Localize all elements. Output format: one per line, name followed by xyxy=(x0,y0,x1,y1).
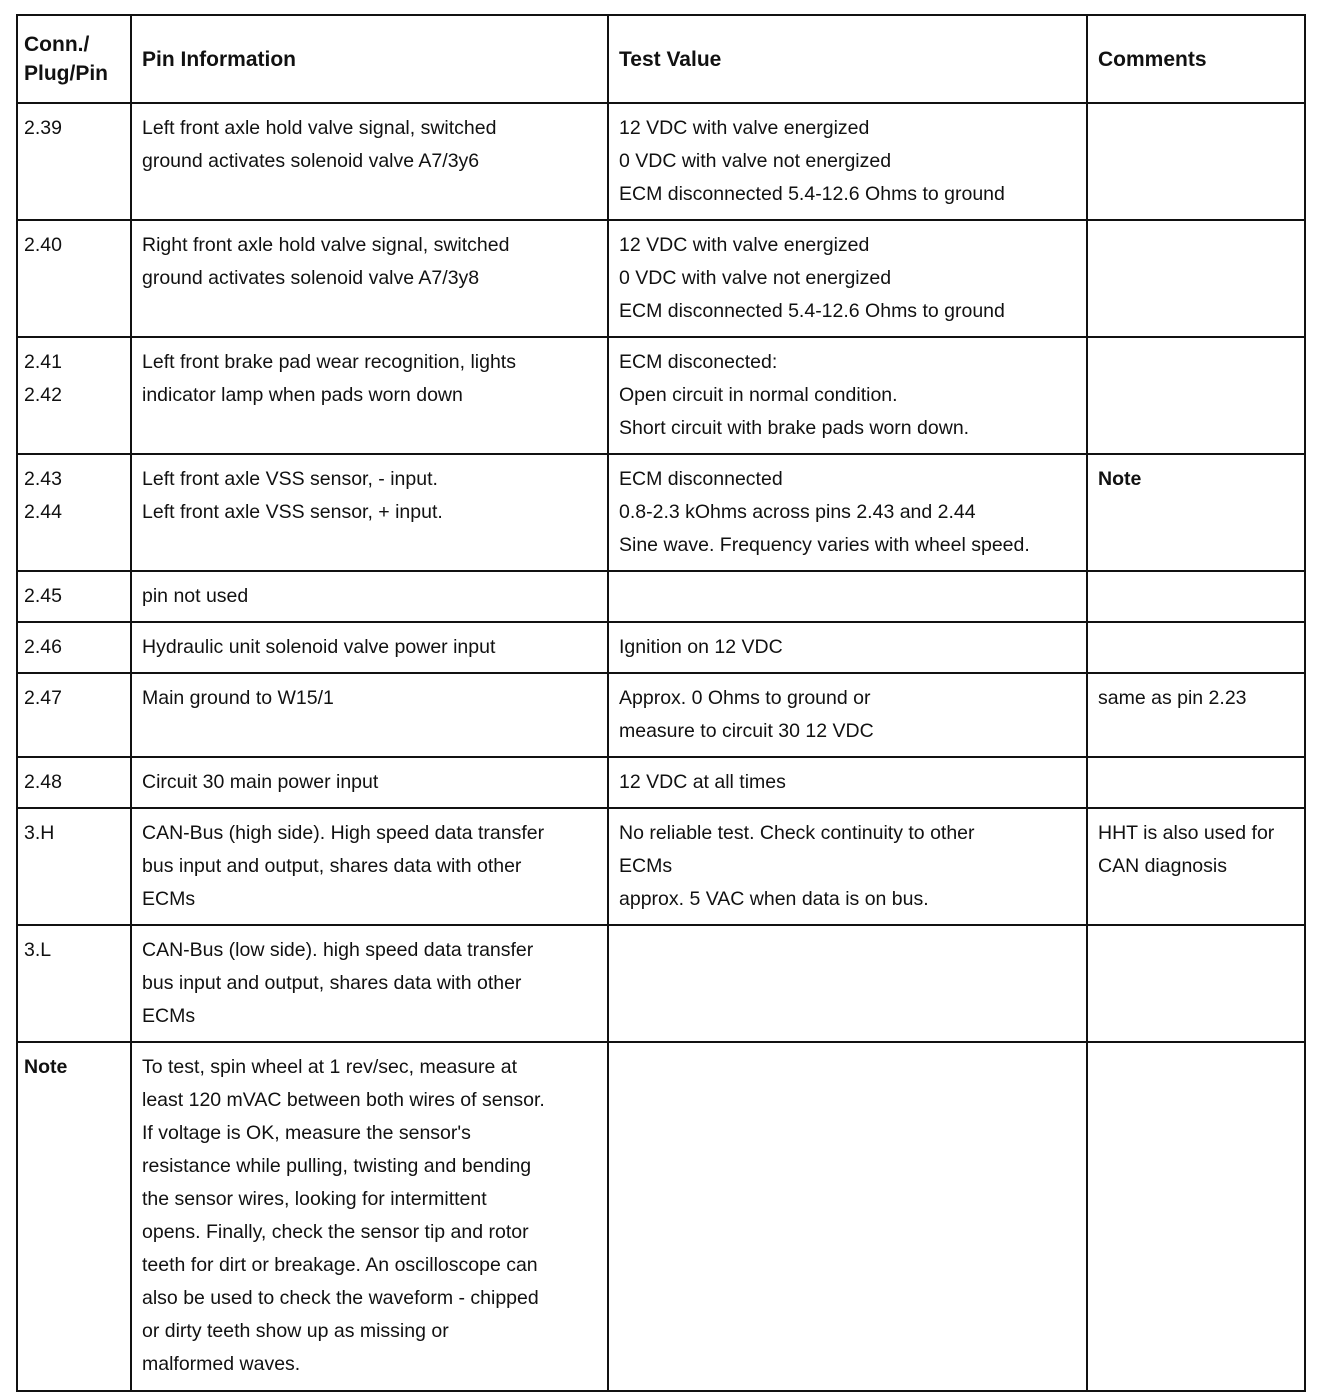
pin-info-cell-line: bus input and output, shares data with other xyxy=(142,972,522,994)
test-value-cell-line: 0 VDC with valve not energized xyxy=(619,150,892,172)
test-value-cell xyxy=(608,622,1087,673)
test-value-cell-line: Sine wave. Frequency varies with wheel speed. xyxy=(619,534,1030,556)
pin-info-cell xyxy=(131,925,608,1042)
test-value-cell-line: Ignition on 12 VDC xyxy=(619,636,783,658)
test-value-cell xyxy=(608,571,1087,622)
test-value-cell-line: measure to circuit 30 12 VDC xyxy=(619,720,874,742)
pin-info-cell xyxy=(131,622,608,673)
pin-cell-line: 2.45 xyxy=(24,585,62,607)
pin-info-cell-line: Left front axle hold valve signal, switched xyxy=(142,117,497,139)
pin-info-cell xyxy=(131,1042,608,1391)
pin-info-cell-line: ECMs xyxy=(142,1005,196,1027)
pin-info-cell-line: teeth for dirt or breakage. An oscilloscope can xyxy=(142,1254,538,1276)
pin-cell-line: 3.H xyxy=(24,822,55,844)
pin-info-cell-line: ground activates solenoid valve A7/3y8 xyxy=(142,267,480,289)
pin-info-cell-line: bus input and output, shares data with other xyxy=(142,855,522,877)
table-row xyxy=(17,622,1305,673)
pin-cell xyxy=(17,571,131,622)
pin-info-cell xyxy=(131,571,608,622)
header-comments: Comments xyxy=(1087,15,1305,103)
header-conn-plug-pin xyxy=(17,15,131,103)
test-value-cell xyxy=(608,220,1087,337)
table-row xyxy=(17,454,1305,571)
pin-info-cell xyxy=(131,220,608,337)
table-row xyxy=(17,337,1305,454)
comments-cell xyxy=(1087,673,1305,757)
pin-info-cell-line: malformed waves. xyxy=(142,1353,301,1375)
test-value-cell-line: Short circuit with brake pads worn down. xyxy=(619,417,970,439)
pin-info-cell-line: Main ground to W15/1 xyxy=(142,687,334,709)
test-value-cell xyxy=(608,337,1087,454)
test-value-cell xyxy=(608,454,1087,571)
pin-cell xyxy=(17,673,131,757)
test-value-cell-line: ECM disconnected xyxy=(619,468,783,490)
pin-info-cell xyxy=(131,103,608,220)
comments-cell xyxy=(1087,757,1305,808)
pin-info-cell-line: Left front brake pad wear recognition, lights xyxy=(142,351,516,373)
header-pin-information: Pin Information xyxy=(131,15,608,103)
pin-cell-line: 2.47 xyxy=(24,687,62,709)
pin-cell-line: 2.44 xyxy=(24,501,62,523)
comments-cell-line: same as pin 2.23 xyxy=(1098,687,1247,709)
test-value-cell xyxy=(608,925,1087,1042)
pin-cell xyxy=(17,1042,131,1391)
test-value-cell-line: ECM disconnected 5.4-12.6 Ohms to ground xyxy=(619,300,1005,322)
comments-cell-line: Note xyxy=(1098,468,1142,490)
pin-info-cell-line: indicator lamp when pads worn down xyxy=(142,384,463,406)
pin-info-cell-line: Left front axle VSS sensor, - input. xyxy=(142,468,438,490)
pin-cell-line: 2.42 xyxy=(24,384,62,406)
pin-info-cell-line: CAN-Bus (high side). High speed data transfer xyxy=(142,822,545,844)
pin-cell-line: 2.41 xyxy=(24,351,62,373)
pin-info-cell-line: Circuit 30 main power input xyxy=(142,771,379,793)
pin-cell xyxy=(17,622,131,673)
pin-info-cell-line: ground activates solenoid valve A7/3y6 xyxy=(142,150,480,172)
pin-info-cell-line: the sensor wires, looking for intermittent xyxy=(142,1188,487,1210)
test-value-cell-line: Open circuit in normal condition. xyxy=(619,384,898,406)
pin-info-cell-line: To test, spin wheel at 1 rev/sec, measure at xyxy=(142,1056,518,1078)
pin-info-cell-line: also be used to check the waveform - chipped xyxy=(142,1287,539,1309)
test-value-cell xyxy=(608,673,1087,757)
pin-information-table xyxy=(16,14,1306,1392)
pin-cell xyxy=(17,454,131,571)
test-value-cell-line: approx. 5 VAC when data is on bus. xyxy=(619,888,929,910)
comments-cell-line: HHT is also used for xyxy=(1098,822,1275,844)
pin-cell-line: 2.40 xyxy=(24,234,62,256)
comments-cell xyxy=(1087,454,1305,571)
comments-cell xyxy=(1087,808,1305,925)
pin-table-container xyxy=(16,14,1304,1392)
comments-cell xyxy=(1087,925,1305,1042)
pin-info-cell-line: or dirty teeth show up as missing or xyxy=(142,1320,449,1342)
test-value-cell xyxy=(608,1042,1087,1391)
pin-cell-line: 2.48 xyxy=(24,771,62,793)
comments-cell xyxy=(1087,622,1305,673)
comments-cell xyxy=(1087,337,1305,454)
comments-cell xyxy=(1087,571,1305,622)
table-row xyxy=(17,925,1305,1042)
pin-info-cell-line: If voltage is OK, measure the sensor's xyxy=(142,1122,471,1144)
pin-cell xyxy=(17,808,131,925)
pin-cell-line: 3.L xyxy=(24,939,52,961)
pin-info-cell-line: resistance while pulling, twisting and bending xyxy=(142,1155,532,1177)
pin-info-cell xyxy=(131,454,608,571)
header-conn-line2: Plug/Pin xyxy=(24,62,108,85)
test-value-cell-line: 12 VDC at all times xyxy=(619,771,786,793)
pin-info-cell-line: Hydraulic unit solenoid valve power input xyxy=(142,636,496,658)
pin-cell xyxy=(17,925,131,1042)
table-row xyxy=(17,673,1305,757)
pin-info-cell xyxy=(131,337,608,454)
table-row xyxy=(17,808,1305,925)
table-row xyxy=(17,220,1305,337)
test-value-cell-line: Approx. 0 Ohms to ground or xyxy=(619,687,871,709)
pin-info-cell-line: Left front axle VSS sensor, + input. xyxy=(142,501,443,523)
test-value-cell xyxy=(608,103,1087,220)
pin-info-cell-line: ECMs xyxy=(142,888,196,910)
pin-cell-line: 2.39 xyxy=(24,117,62,139)
pin-info-cell xyxy=(131,808,608,925)
test-value-cell-line: ECMs xyxy=(619,855,673,877)
pin-cell-line: 2.46 xyxy=(24,636,62,658)
comments-cell xyxy=(1087,220,1305,337)
table-row xyxy=(17,1042,1305,1391)
pin-cell xyxy=(17,103,131,220)
pin-info-cell-line: Right front axle hold valve signal, switched xyxy=(142,234,510,256)
header-conn-line1: Conn./ xyxy=(24,33,90,56)
table-row xyxy=(17,103,1305,220)
test-value-cell-line: No reliable test. Check continuity to other xyxy=(619,822,975,844)
pin-info-cell xyxy=(131,673,608,757)
pin-cell xyxy=(17,757,131,808)
test-value-cell-line: 12 VDC with valve energized xyxy=(619,234,870,256)
pin-cell-line: Note xyxy=(24,1056,68,1078)
table-header-row xyxy=(17,15,1305,103)
pin-cell xyxy=(17,337,131,454)
header-test-value: Test Value xyxy=(608,15,1087,103)
table-body xyxy=(17,103,1305,1391)
comments-cell xyxy=(1087,103,1305,220)
pin-info-cell-line: opens. Finally, check the sensor tip and rotor xyxy=(142,1221,529,1243)
test-value-cell-line: 0 VDC with valve not energized xyxy=(619,267,892,289)
pin-info-cell-line: least 120 mVAC between both wires of sensor. xyxy=(142,1089,545,1111)
comments-cell-line: CAN diagnosis xyxy=(1098,855,1227,877)
test-value-cell-line: 0.8-2.3 kOhms across pins 2.43 and 2.44 xyxy=(619,501,976,523)
table-row xyxy=(17,571,1305,622)
pin-cell xyxy=(17,220,131,337)
table-row xyxy=(17,757,1305,808)
test-value-cell-line: ECM disconnected 5.4-12.6 Ohms to ground xyxy=(619,183,1005,205)
pin-info-cell xyxy=(131,757,608,808)
comments-cell xyxy=(1087,1042,1305,1391)
test-value-cell xyxy=(608,808,1087,925)
test-value-cell-line: 12 VDC with valve energized xyxy=(619,117,870,139)
test-value-cell-line: ECM disconected: xyxy=(619,351,778,373)
pin-info-cell-line: CAN-Bus (low side). high speed data transfer xyxy=(142,939,534,961)
test-value-cell xyxy=(608,757,1087,808)
pin-info-cell-line: pin not used xyxy=(142,585,249,607)
pin-cell-line: 2.43 xyxy=(24,468,62,490)
